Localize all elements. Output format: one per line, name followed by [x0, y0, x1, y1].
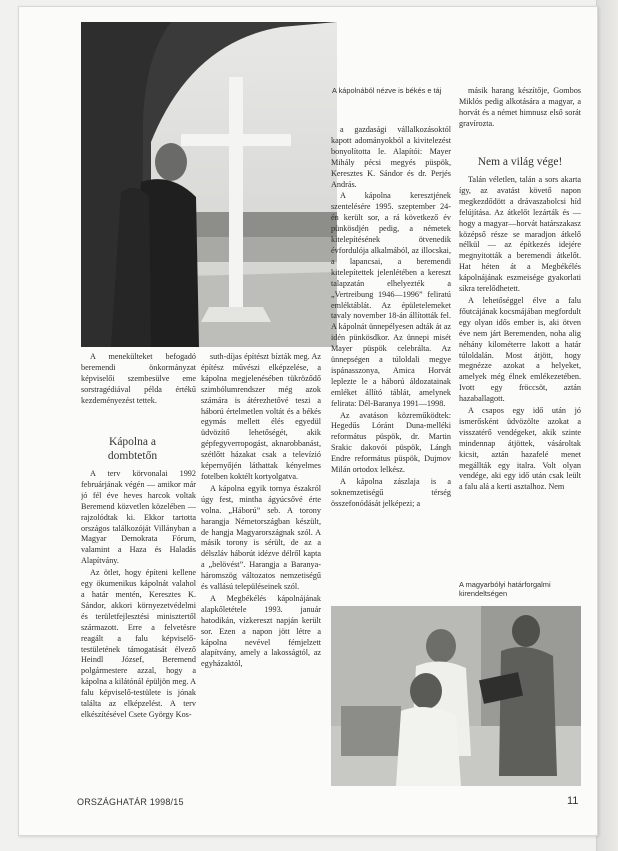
adjacent-page-edge [596, 0, 618, 851]
heading-nem-a-vilag-vege: Nem a világ vége! [477, 156, 563, 168]
border-office-illustration [331, 606, 581, 786]
paragraph: másik harang készítője, Gombos Miklós pedig alkotására a magyar, a horvát és a német himnusz első sorát gravírozta. [459, 86, 581, 128]
column-4-top [459, 86, 581, 146]
paragraph: A lehetőséggel élve a falu főutcájának kocsmájában megfordult egy olyan idős ember is, aki ötven éve nem járt Beremenden, noha alig néhány kilométerre lakott a határ túloldalán. Most átjött, hogy megnézze azokat a helyeket, amelyek még élnek emlékezetében. Ivott egy fröccsöt, aztán hazaballagott. [459, 295, 581, 404]
heading-kapolna: Kápolna a dombtetőn [107, 436, 158, 462]
column-3 [331, 125, 451, 601]
paragraph: suth-díjas építészt bízták meg. Az építész művészi elképzelése, a kápolna megjelenésében tükröződő szimbólumrendszer még azok számára is átérezhetővé teszi a háború értelmetlen voltát és a békés egymás mellett élés egyedül üdvözítő lehetőségét, akik gépfegyverropogást, aknarobbanást, szétlőtt házakat csak a televízió képernyőjén láthattak kényelmes fotelben koktélt kortyolgatva. [201, 352, 321, 481]
paragraph: A kápolna egyik tornya északról úgy fest, mintha ágyúcsővé érte volna. „Háború” seb. A torony harangja Németországban készült, de hangja Magyarországnak szól. A másik torony is sérült, de az a délszláv háborút idézve délről kapta a „belövést”. Harangja a Baranya-háromszög változatos nemzetiségű és vallású településeinek szól. [201, 483, 321, 592]
top-photo-caption: A kápolnából nézve is békés e táj [332, 86, 442, 95]
column-1-intro [81, 352, 196, 422]
page-number: 11 [567, 795, 579, 807]
column-1-body [81, 469, 196, 787]
paragraph: A Megbékélés kápolnájának alapkőletétele 1993. január hatodikán, vízkereszt napján került sor. Ezen a napon jött létre a kápolna nevével fémjelzett alapítvány, amely a lakosságtól, az egyházaktól, [201, 593, 321, 669]
paragraph: Talán véletlen, talán a sors akarta így, az avatást követő napon megkezdődött a drávaszabolcsi híd felújítása. Az átkelőt lezárták és — hogy a magyar—horvát határszakasz középső része se maradjon átkelő nélkül — az építkezés idejére megnyitották a beremendi átkelőt. Hat héten át a Megbékélés kápolnájának eszmeisége gyakorlati síkra terelődhetett. [459, 175, 581, 294]
paragraph: A csapos egy idő után jó ismerősként üdvözölte azokat a visszatérő vendégeket, akik szinte mindennap átjöttek, vásároltak kicsit, aztán hazafelé menet megállták egy italra. Volt olyan vendége, aki egy idő után csak leült a falu alá a kerti asztalhoz. Nem [459, 406, 581, 492]
column-2 [201, 352, 321, 787]
magazine-issue-label: ORSZÁGHATÁR 1998/15 [77, 797, 184, 807]
paragraph: A kápolna keresztjének szentelésére 1995. szeptember 24-én került sor, a rá következő év pünkösdjén pedig, a németek kitelepítésének ötvenedik évfordulója alkalmából, az illocskai, a lapancsai, a beremendi kitelepítettek jelenlétében a kereszt talapzatán elhelyezték a „Vertreibung 1946—1996” feliratú emléktáblát. Az épületelemeket tavaly november 18-án állították fel. A kápolnát ünnepélyesen adták át az idén pünkösdkor. Az ünnepi misét Mayer püspök celebrálta. Az ünnepségen a túloldali megye ispánasszonya, Amica Horvát leplezte le a háború áldozatainak emléket állító táblát, amelynek felirata: Dél-Baranya 1991—1998. [331, 191, 451, 408]
column-4-body [459, 175, 581, 575]
chapel-photo-illustration [81, 22, 337, 347]
paragraph: Az avatáson közreműködtek: Hegedűs Lóránt Duna-melléki református püspök, dr. Martin Srakic dakovói püspök, Lángh Endre református püspök, Dujmov Milán ortodox lelkész. [331, 410, 451, 475]
paragraph: A terv körvonalai 1992 februárjának végén — amikor már jó fél éve heves harcok voltak Beremend közvetlen közelében — rajzolódtak ki. Ekkor tartotta országos találkozóját Villányban a Magyar Demokrata Fórum, valamint a Haza és Haladás Alapítvány. [81, 469, 196, 566]
paragraph: Az ötlet, hogy építeni kellene egy ökumenikus kápolnát valahol a határ mentén, Keresztes K. Sándor, akkori környezetvédelmi és területfejlesztési minisztertől származott. Erre a felvetésre reagált a falu képviselő-testületének támogatását élvező Heindl József, Beremend polgármestere azzal, hogy a kápolna a kilátónál épüljön meg. A falu képviselő-testülete is jónak találta az elképzelést. A terv elkészítésével Csete György Kos- [81, 568, 196, 719]
paragraph: A menekülteket befogadó beremendi önkormányzat képviselői szembesülve eme sorstragédiával példa értékű kezdeményezést tettek. [81, 352, 196, 405]
paragraph: A kápolna zászlaja is a soknemzetiségű térség összefonódását jelképezi; a [331, 477, 451, 508]
border-office-photo [331, 606, 581, 786]
bottom-photo-caption: A magyarbólyi határforgalmi kirendeltségen [459, 580, 551, 598]
chapel-photo [81, 22, 337, 347]
magazine-page [18, 6, 598, 836]
paragraph: a gazdasági vállalkozásoktól kapott adományokból a kivitelezést bonyolította le. Alapítói: Mayer Mihály pécsi megyés püspök, Keresztes K. Sándor és dr. Perjés András. [331, 125, 451, 189]
